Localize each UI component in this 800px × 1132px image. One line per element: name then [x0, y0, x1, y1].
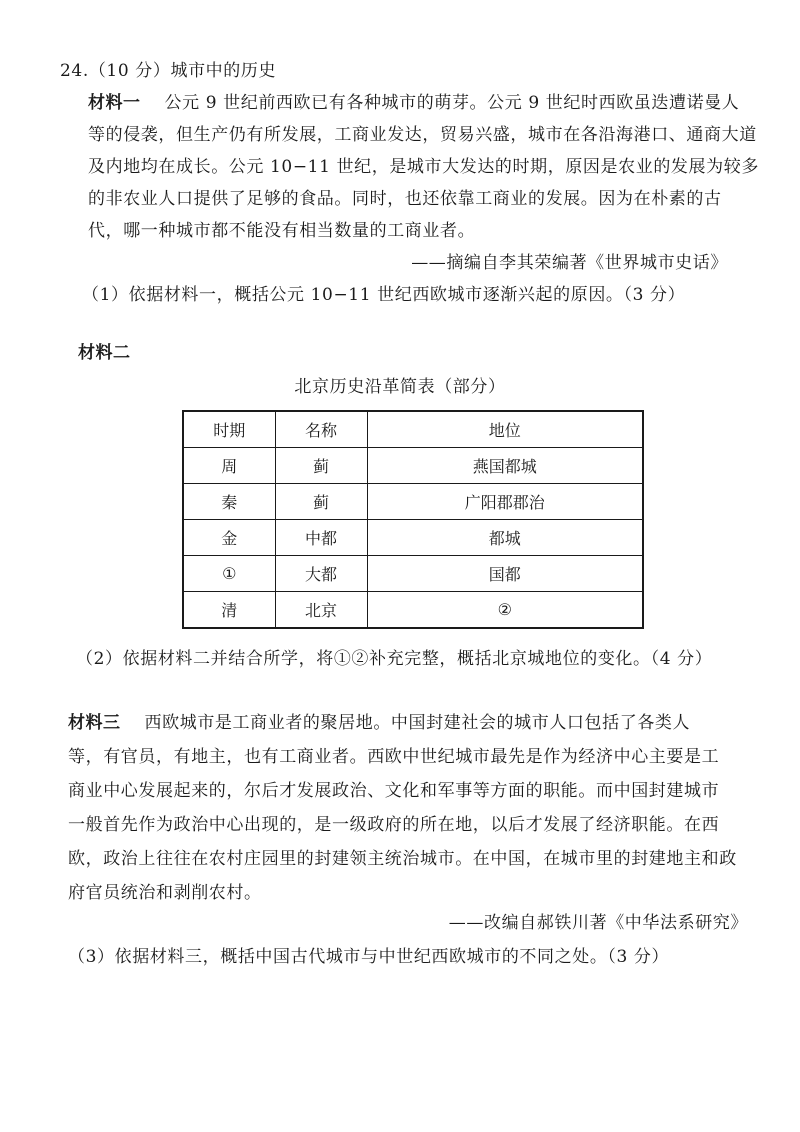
material1-source: ——摘编自李其荣编著《世界城市史话》 — [411, 253, 728, 273]
cell-name: 大都 — [275, 556, 367, 592]
material3-line-2: 等，有官员，有地主，也有工商业者。西欧中世纪城市最先是作为经济中心主要是工 — [68, 747, 720, 767]
material3-source: ——改编自郝铁川著《中华法系研究》 — [448, 913, 748, 933]
cell-period: ① — [183, 556, 275, 592]
material1-line-3: 及内地均在成长。公元 10−11 世纪，是城市大发达的时期，原因是农业的发展为较多 — [88, 157, 759, 177]
cell-name: 北京 — [275, 592, 367, 629]
cell-status: 都城 — [367, 520, 643, 556]
material1-line-4: 的非农业人口提供了足够的食品。同时，也还依靠工商业的发展。因为在朴素的古 — [88, 189, 722, 209]
cell-period: 金 — [183, 520, 275, 556]
header-name: 名称 — [275, 411, 367, 448]
material3-line-4: 一般首先作为政治中心出现的，是一级政府的所在地，以后才发展了经济职能。在西 — [68, 815, 720, 835]
cell-status: 国都 — [367, 556, 643, 592]
table-row — [183, 592, 643, 629]
header-period: 时期 — [183, 411, 275, 448]
table-header-row — [183, 411, 643, 448]
question-3: （3）依据材料三，概括中国古代城市与中世纪西欧城市的不同之处。（3 分） — [68, 947, 670, 967]
material3-line-1 — [68, 712, 690, 734]
material2-label: 材料二 — [78, 343, 131, 363]
material1-label: 材料一 — [88, 93, 141, 113]
table-row — [183, 484, 643, 520]
history-table — [182, 410, 644, 629]
material3-line-3: 商业中心发展起来的，尔后才发展政治、文化和军事等方面的职能。而中国封建城市 — [68, 781, 720, 801]
material1-text: 公元 9 世纪前西欧已有各种城市的萌芽。公元 9 世纪时西欧虽迭遭诺曼人 — [164, 93, 740, 113]
cell-period: 秦 — [183, 484, 275, 520]
question-2: （2）依据材料二并结合所学，将①②补充完整，概括北京城地位的变化。（4 分） — [76, 649, 713, 669]
header-status: 地位 — [367, 411, 643, 448]
cell-name: 蓟 — [275, 448, 367, 484]
material1-line-2: 等的侵袭，但生产仍有所发展，工商业发达，贸易兴盛，城市在各沿海港口、通商大道 — [88, 125, 757, 145]
material1-line-5: 代，哪一种城市都不能没有相当数量的工商业者。 — [88, 221, 476, 241]
material1-line-1 — [88, 92, 739, 114]
question-1: （1）依据材料一，概括公元 10−11 世纪西欧城市逐渐兴起的原因。（3 分） — [82, 285, 686, 305]
material3-line-6: 府官员统治和剥削农村。 — [68, 883, 262, 903]
material3-line-5: 欧，政治上往往在农村庄园里的封建领主统治城市。在中国，在城市里的封建地主和政 — [68, 849, 737, 869]
material3-text: 西欧城市是工商业者的聚居地。中国封建社会的城市人口包括了各类人 — [144, 713, 691, 733]
cell-name: 中都 — [275, 520, 367, 556]
cell-status: 广阳郡郡治 — [367, 484, 643, 520]
cell-name: 蓟 — [275, 484, 367, 520]
question-header: 24.（10 分）城市中的历史 — [60, 61, 277, 81]
table-title: 北京历史沿革简表（部分） — [294, 377, 506, 397]
table-row — [183, 448, 643, 484]
cell-period: 周 — [183, 448, 275, 484]
cell-status: ② — [367, 592, 643, 629]
material3-label: 材料三 — [68, 713, 121, 733]
cell-status: 燕国都城 — [367, 448, 643, 484]
table-row — [183, 556, 643, 592]
table-row — [183, 520, 643, 556]
cell-period: 清 — [183, 592, 275, 629]
